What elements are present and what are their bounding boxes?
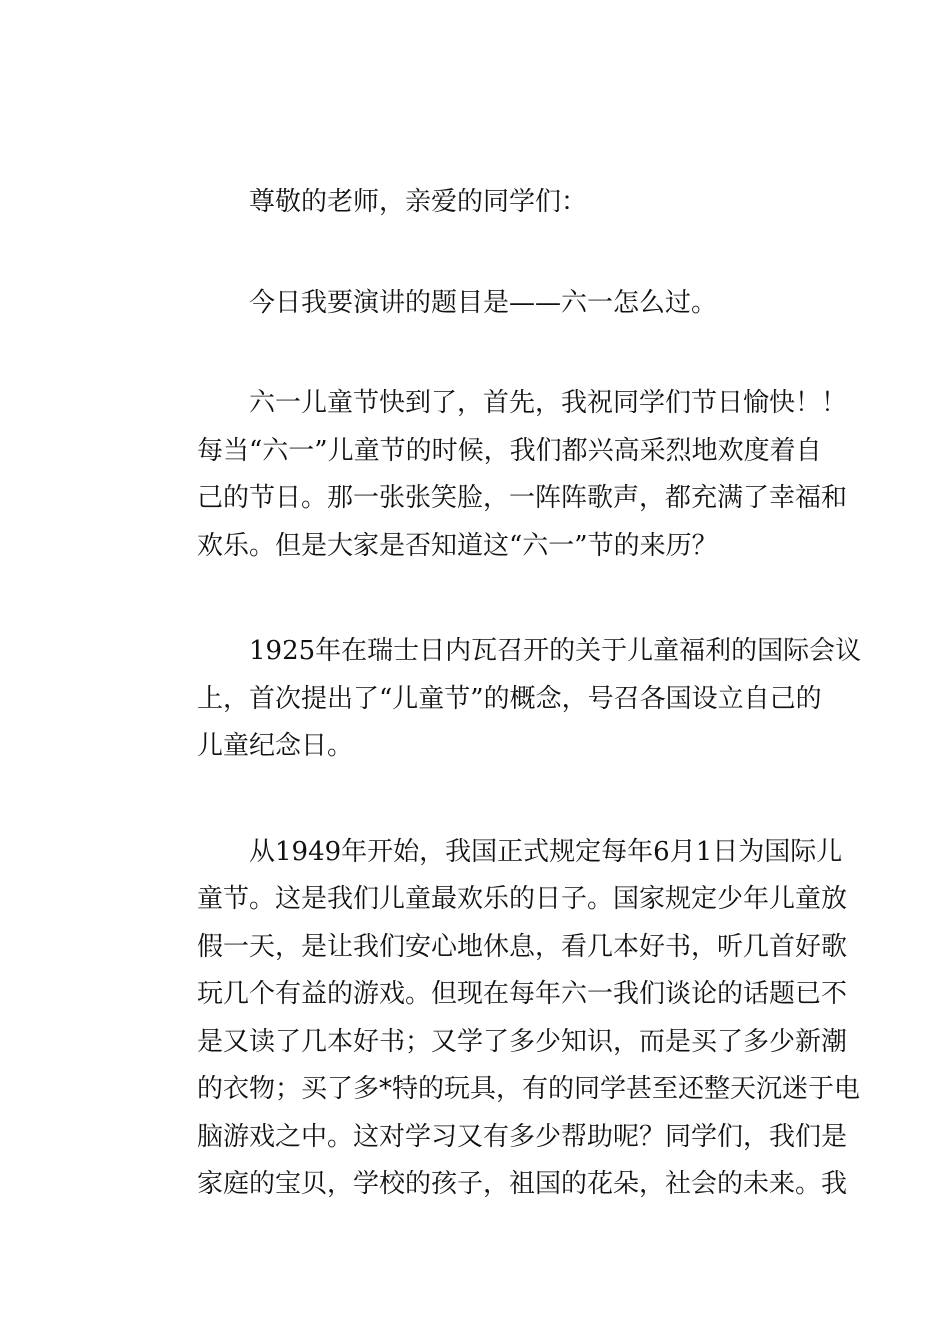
paragraph-gap [145, 227, 807, 280]
paragraph-line: 1925年在瑞士日内瓦召开的关于儿童福利的国际会议 [249, 636, 862, 666]
paragraph-line: 儿童纪念日。 [197, 731, 354, 761]
paragraph-line: 家庭的宝贝，学校的孩子，祖国的花朵，社会的未来。我 [197, 1169, 848, 1199]
paragraph-gap [145, 570, 807, 628]
paragraph-line: 童节。这是我们儿童最欢乐的日子。国家规定少年儿童放 [197, 884, 848, 914]
paragraph-line: 今日我要演讲的题目是——六一怎么过。 [249, 287, 718, 318]
history-paragraph [145, 628, 862, 771]
paragraph-line: 玩几个有益的游戏。但现在每年六一我们谈论的话题已不 [197, 979, 848, 1009]
paragraph-line: 六一儿童节快到了，首先，我祝同学们节日愉快！！ [249, 388, 848, 418]
topic-paragraph [145, 280, 807, 328]
paragraph-line: 尊敬的老师，亲爱的同学们： [249, 187, 588, 217]
china-paragraph [145, 829, 861, 1209]
paragraph-line: 每当“六一”儿童节的时候，我们都兴高采烈地欢度着自 [197, 435, 822, 466]
paragraph-line: 欢乐。但是大家是否知道这“六一”节的来历？ [197, 530, 718, 561]
paragraph-line: 假一天，是让我们安心地休息，看几本好书，听几首好歌 [197, 931, 848, 962]
paragraph-line: 的衣物；买了多*特的玩具，有的同学甚至还整天沉迷于电 [197, 1074, 861, 1104]
paragraph-line: 己的节日。那一张张笑脸，一阵阵歌声，都充满了幸福和 [197, 483, 848, 513]
intro-paragraph [145, 380, 848, 570]
paragraph-line: 从1949年开始，我国正式规定每年6月1日为国际儿 [249, 836, 843, 867]
paragraph-gap [145, 327, 807, 380]
paragraph-line: 上，首次提出了“儿童节”的概念，号召各国设立自己的 [197, 683, 822, 714]
paragraph-gap [145, 771, 807, 829]
speech-body [145, 179, 862, 1209]
paragraph-line: 脑游戏之中。这对学习又有多少帮助呢？同学们，我们是 [197, 1121, 848, 1152]
salutation-paragraph [145, 179, 807, 227]
paragraph-line: 是又读了几本好书；又学了多少知识，而是买了多少新潮 [197, 1026, 848, 1057]
